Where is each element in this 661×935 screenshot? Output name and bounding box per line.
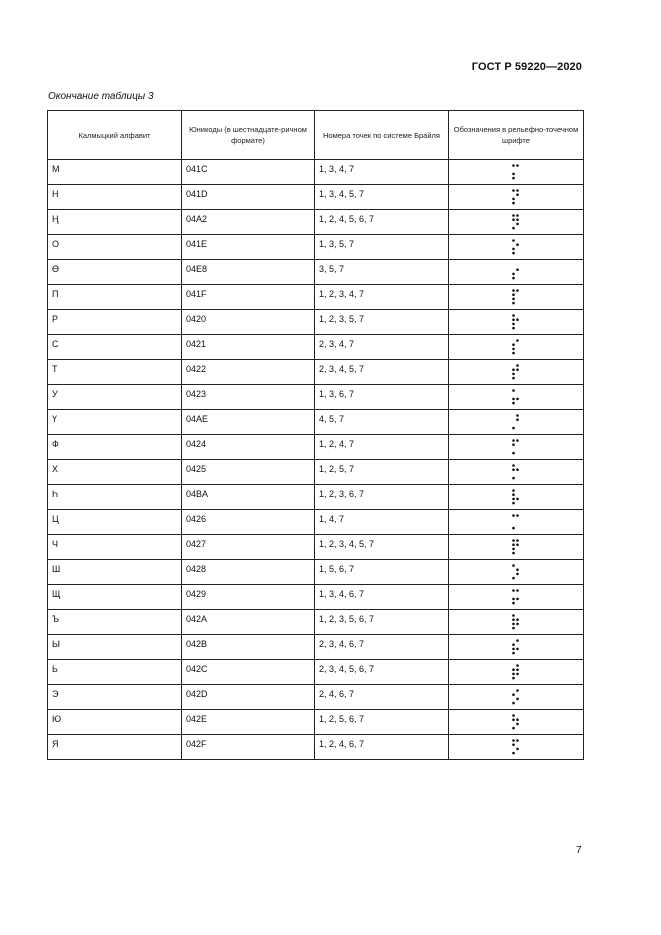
- letter-cell: Щ: [48, 585, 182, 610]
- braille-dot: [516, 339, 519, 342]
- braille-dot: [512, 189, 515, 192]
- table-body: [48, 160, 584, 760]
- document-code: ГОСТ Р 59220—2020: [471, 61, 582, 73]
- letter-cell: Р: [48, 310, 182, 335]
- column-header-alphabet: Калмыцкий алфавит: [48, 111, 182, 160]
- dots-cell: 1, 3, 4, 5, 7: [315, 185, 449, 210]
- braille-dots-icon: [511, 563, 521, 581]
- letter-cell: Ш: [48, 560, 182, 585]
- braille-dot: [512, 543, 515, 546]
- braille-dot: [512, 714, 515, 717]
- dots-cell: 1, 3, 6, 7: [315, 385, 449, 410]
- dots-cell: 2, 3, 4, 7: [315, 335, 449, 360]
- table-row: [48, 635, 584, 660]
- unicode-cell: 042A: [182, 610, 315, 635]
- braille-symbol-cell: [449, 335, 584, 360]
- braille-dot: [512, 693, 515, 696]
- table-row: [48, 460, 584, 485]
- dots-cell: 1, 2, 3, 6, 7: [315, 485, 449, 510]
- braille-symbol-cell: [449, 485, 584, 510]
- braille-dot: [516, 689, 519, 692]
- table-row: [48, 560, 584, 585]
- braille-dot: [512, 598, 515, 601]
- braille-symbol-cell: [449, 560, 584, 585]
- braille-dot: [512, 252, 515, 255]
- table-row: [48, 735, 584, 760]
- letter-cell: Ъ: [48, 610, 182, 635]
- braille-dot: [512, 589, 515, 592]
- braille-dot: [512, 602, 515, 605]
- braille-dots-icon: [511, 238, 521, 256]
- braille-dot: [516, 268, 519, 271]
- braille-dot: [512, 643, 515, 646]
- unicode-cell: 0426: [182, 510, 315, 535]
- letter-cell: Һ: [48, 485, 182, 510]
- braille-dot: [516, 618, 519, 621]
- page-number: 7: [576, 845, 582, 856]
- braille-dot: [516, 318, 519, 321]
- letter-cell: Т: [48, 360, 182, 385]
- letter-cell: Ю: [48, 710, 182, 735]
- braille-dot: [512, 343, 515, 346]
- braille-symbol-cell: [449, 685, 584, 710]
- braille-dots-icon: [511, 213, 521, 231]
- braille-dot: [512, 539, 515, 542]
- dots-cell: 2, 3, 4, 5, 7: [315, 360, 449, 385]
- dots-cell: 1, 2, 4, 6, 7: [315, 735, 449, 760]
- braille-dot: [512, 493, 515, 496]
- braille-dot: [516, 418, 519, 421]
- braille-dot: [516, 164, 519, 167]
- braille-dot: [516, 664, 519, 667]
- braille-symbol-cell: [449, 385, 584, 410]
- unicode-cell: 0421: [182, 335, 315, 360]
- table-row: [48, 285, 584, 310]
- braille-dots-icon: [511, 488, 521, 506]
- dots-cell: 1, 5, 6, 7: [315, 560, 449, 585]
- unicode-cell: 0428: [182, 560, 315, 585]
- braille-dot: [512, 443, 515, 446]
- table-row: [48, 610, 584, 635]
- letter-cell: Я: [48, 735, 182, 760]
- dots-cell: 2, 3, 4, 6, 7: [315, 635, 449, 660]
- table-caption: Окончание таблицы 3: [48, 91, 154, 102]
- column-header-braille: Обозначения в рельефно-точечном шрифте: [449, 111, 584, 160]
- braille-symbol-cell: [449, 635, 584, 660]
- unicode-cell: 04E8: [182, 260, 315, 285]
- braille-dots-icon: [511, 638, 521, 656]
- braille-dot: [512, 377, 515, 380]
- braille-dot: [512, 389, 515, 392]
- braille-symbol-cell: [449, 410, 584, 435]
- table-header-row: [48, 111, 584, 160]
- braille-dots-icon: [511, 288, 521, 306]
- braille-symbol-cell: [449, 310, 584, 335]
- unicode-cell: 0424: [182, 435, 315, 460]
- braille-dots-icon: [511, 588, 521, 606]
- unicode-cell: 04AE: [182, 410, 315, 435]
- braille-dot: [512, 427, 515, 430]
- braille-dot: [512, 248, 515, 251]
- braille-symbol-cell: [449, 535, 584, 560]
- braille-dot: [512, 214, 515, 217]
- braille-dot: [512, 652, 515, 655]
- braille-symbol-cell: [449, 360, 584, 385]
- braille-dot: [512, 452, 515, 455]
- unicode-cell: 0423: [182, 385, 315, 410]
- braille-dot: [512, 298, 515, 301]
- braille-dot: [512, 289, 515, 292]
- braille-dot: [512, 314, 515, 317]
- braille-dot: [512, 673, 515, 676]
- table-row: [48, 360, 584, 385]
- braille-dot: [512, 368, 515, 371]
- braille-dot: [512, 318, 515, 321]
- dots-cell: 1, 3, 4, 7: [315, 160, 449, 185]
- braille-dot: [512, 618, 515, 621]
- letter-cell: Х: [48, 460, 182, 485]
- braille-dot: [512, 727, 515, 730]
- braille-dot: [516, 514, 519, 517]
- column-header-unicode: Юникоды (в шестнадцате-ричном формате): [182, 111, 315, 160]
- braille-dots-icon: [511, 163, 521, 181]
- braille-dot: [516, 623, 519, 626]
- letter-cell: Ь: [48, 660, 182, 685]
- table-row: [48, 260, 584, 285]
- braille-dot: [516, 568, 519, 571]
- braille-dots-icon: [511, 388, 521, 406]
- table-row: [48, 510, 584, 535]
- braille-dots-icon: [511, 413, 521, 431]
- letter-cell: П: [48, 285, 182, 310]
- column-header-dots: Номера точек по системе Брайля: [315, 111, 449, 160]
- unicode-cell: 042B: [182, 635, 315, 660]
- letter-cell: Ф: [48, 435, 182, 460]
- braille-dot: [516, 598, 519, 601]
- braille-dot: [512, 173, 515, 176]
- braille-symbol-cell: [449, 435, 584, 460]
- braille-dots-icon: [511, 688, 521, 706]
- braille-dot: [512, 614, 515, 617]
- letter-cell: С: [48, 335, 182, 360]
- braille-dot: [512, 348, 515, 351]
- braille-dot: [516, 214, 519, 217]
- braille-dot: [512, 239, 515, 242]
- braille-dot: [512, 327, 515, 330]
- table-row: [48, 535, 584, 560]
- unicode-cell: 041C: [182, 160, 315, 185]
- braille-symbol-cell: [449, 585, 584, 610]
- braille-dots-icon: [511, 313, 521, 331]
- unicode-cell: 0422: [182, 360, 315, 385]
- dots-cell: 1, 2, 3, 4, 5, 7: [315, 535, 449, 560]
- table-row: [48, 435, 584, 460]
- unicode-cell: 0425: [182, 460, 315, 485]
- dots-cell: 1, 3, 4, 6, 7: [315, 585, 449, 610]
- braille-dots-icon: [511, 188, 521, 206]
- dots-cell: 2, 3, 4, 5, 6, 7: [315, 660, 449, 685]
- letter-cell: Ө: [48, 260, 182, 285]
- braille-dot: [516, 739, 519, 742]
- table-row: [48, 310, 584, 335]
- letter-cell: Ц: [48, 510, 182, 535]
- braille-symbol-cell: [449, 510, 584, 535]
- table-row: [48, 660, 584, 685]
- unicode-cell: 041D: [182, 185, 315, 210]
- dots-cell: 1, 2, 3, 5, 6, 7: [315, 610, 449, 635]
- braille-dots-icon: [511, 538, 521, 556]
- braille-dots-icon: [511, 463, 521, 481]
- table-row: [48, 160, 584, 185]
- braille-dot: [512, 548, 515, 551]
- letter-cell: О: [48, 235, 182, 260]
- braille-dot: [516, 498, 519, 501]
- dots-cell: 4, 5, 7: [315, 410, 449, 435]
- braille-dots-icon: [511, 613, 521, 631]
- braille-symbol-cell: [449, 710, 584, 735]
- braille-dot: [512, 552, 515, 555]
- braille-dots-icon: [511, 438, 521, 456]
- braille-dot: [512, 527, 515, 530]
- braille-dots-icon: [511, 363, 521, 381]
- braille-symbol-cell: [449, 185, 584, 210]
- braille-dot: [512, 198, 515, 201]
- braille-dot: [512, 464, 515, 467]
- dots-cell: 1, 2, 5, 7: [315, 460, 449, 485]
- braille-dot: [512, 293, 515, 296]
- braille-dot: [512, 502, 515, 505]
- braille-dot: [512, 323, 515, 326]
- braille-dot: [516, 368, 519, 371]
- braille-dot: [512, 277, 515, 280]
- braille-dot: [516, 748, 519, 751]
- braille-dot: [516, 398, 519, 401]
- dots-cell: 1, 2, 3, 4, 7: [315, 285, 449, 310]
- braille-dot: [512, 702, 515, 705]
- braille-symbol-cell: [449, 610, 584, 635]
- braille-dot: [512, 468, 515, 471]
- unicode-cell: 0420: [182, 310, 315, 335]
- table-row: [48, 485, 584, 510]
- braille-dot: [516, 193, 519, 196]
- unicode-cell: 041F: [182, 285, 315, 310]
- braille-dot: [516, 364, 519, 367]
- braille-symbol-cell: [449, 285, 584, 310]
- dots-cell: 3, 5, 7: [315, 260, 449, 285]
- braille-dot: [516, 573, 519, 576]
- unicode-cell: 04BA: [182, 485, 315, 510]
- braille-symbol-cell: [449, 160, 584, 185]
- braille-dot: [512, 273, 515, 276]
- dots-cell: 1, 2, 4, 5, 6, 7: [315, 210, 449, 235]
- braille-dot: [516, 723, 519, 726]
- unicode-cell: 042C: [182, 660, 315, 685]
- unicode-cell: 042D: [182, 685, 315, 710]
- letter-cell: У: [48, 385, 182, 410]
- table-row: [48, 210, 584, 235]
- braille-dot: [516, 189, 519, 192]
- braille-symbol-cell: [449, 660, 584, 685]
- braille-dot: [516, 698, 519, 701]
- braille-dot: [512, 668, 515, 671]
- braille-dot: [512, 498, 515, 501]
- braille-dot: [512, 218, 515, 221]
- braille-dot: [516, 539, 519, 542]
- braille-dot: [512, 648, 515, 651]
- dots-cell: 2, 4, 6, 7: [315, 685, 449, 710]
- letter-cell: М: [48, 160, 182, 185]
- braille-dot: [516, 589, 519, 592]
- braille-dot: [516, 673, 519, 676]
- dots-cell: 1, 3, 5, 7: [315, 235, 449, 260]
- braille-dot: [512, 373, 515, 376]
- braille-dot: [512, 164, 515, 167]
- braille-dot: [512, 577, 515, 580]
- braille-dot: [512, 743, 515, 746]
- unicode-cell: 042F: [182, 735, 315, 760]
- table-row: [48, 585, 584, 610]
- braille-symbol-cell: [449, 210, 584, 235]
- braille-dot: [512, 752, 515, 755]
- braille-dot: [516, 414, 519, 417]
- braille-dot: [512, 739, 515, 742]
- letter-cell: Н: [48, 185, 182, 210]
- braille-dot: [512, 489, 515, 492]
- braille-dot: [516, 289, 519, 292]
- braille-dot: [516, 543, 519, 546]
- braille-dot: [516, 668, 519, 671]
- table-row: [48, 335, 584, 360]
- letter-cell: Ч: [48, 535, 182, 560]
- braille-dots-icon: [511, 338, 521, 356]
- braille-dot: [516, 218, 519, 221]
- letter-cell: Ң: [48, 210, 182, 235]
- unicode-cell: 0427: [182, 535, 315, 560]
- dots-cell: 1, 2, 5, 6, 7: [315, 710, 449, 735]
- braille-symbol-cell: [449, 735, 584, 760]
- table-row: [48, 235, 584, 260]
- table-row: [48, 685, 584, 710]
- braille-symbol-cell: [449, 260, 584, 285]
- braille-dot: [516, 718, 519, 721]
- braille-dot: [516, 468, 519, 471]
- braille-dots-icon: [511, 663, 521, 681]
- braille-dot: [512, 439, 515, 442]
- braille-dot: [512, 514, 515, 517]
- braille-dot: [516, 439, 519, 442]
- braille-dots-icon: [511, 263, 521, 281]
- braille-dots-icon: [511, 713, 521, 731]
- table-row: [48, 385, 584, 410]
- braille-table: [47, 110, 584, 760]
- unicode-cell: 042E: [182, 710, 315, 735]
- table-row: [48, 410, 584, 435]
- braille-symbol-cell: [449, 235, 584, 260]
- braille-dot: [512, 623, 515, 626]
- braille-dot: [512, 177, 515, 180]
- dots-cell: 1, 2, 3, 5, 7: [315, 310, 449, 335]
- unicode-cell: 04A2: [182, 210, 315, 235]
- letter-cell: Ы: [48, 635, 182, 660]
- unicode-cell: 041E: [182, 235, 315, 260]
- braille-dot: [512, 398, 515, 401]
- table-row: [48, 185, 584, 210]
- braille-dots-icon: [511, 738, 521, 756]
- braille-dot: [512, 227, 515, 230]
- table-row: [48, 710, 584, 735]
- braille-dot: [512, 352, 515, 355]
- braille-dot: [516, 639, 519, 642]
- letter-cell: Ү: [48, 410, 182, 435]
- braille-dot: [512, 718, 515, 721]
- braille-dot: [516, 648, 519, 651]
- braille-dot: [512, 477, 515, 480]
- braille-dot: [512, 202, 515, 205]
- braille-symbol-cell: [449, 460, 584, 485]
- dots-cell: 1, 2, 4, 7: [315, 435, 449, 460]
- braille-dot: [512, 302, 515, 305]
- braille-dot: [516, 243, 519, 246]
- unicode-cell: 0429: [182, 585, 315, 610]
- braille-dot: [516, 223, 519, 226]
- braille-dot: [512, 564, 515, 567]
- letter-cell: Э: [48, 685, 182, 710]
- braille-dot: [512, 402, 515, 405]
- braille-dot: [512, 627, 515, 630]
- braille-dots-icon: [511, 513, 521, 531]
- braille-dot: [512, 677, 515, 680]
- dots-cell: 1, 4, 7: [315, 510, 449, 535]
